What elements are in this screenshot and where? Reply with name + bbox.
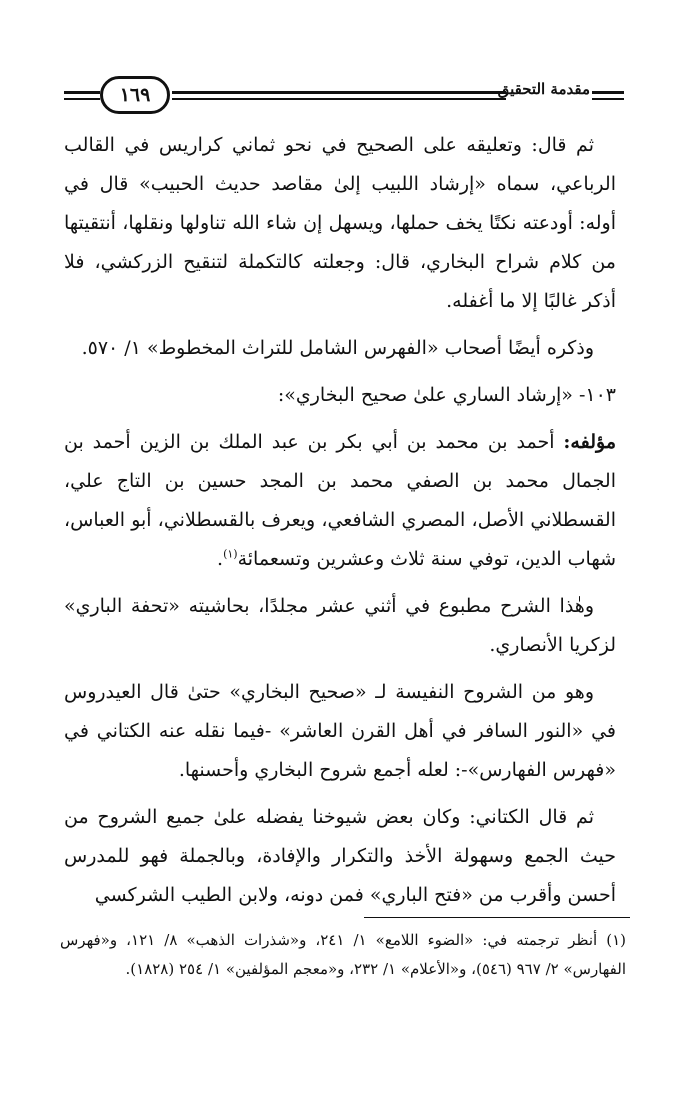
paragraph: وهٰذا الشرح مطبوع في أثني عشر مجلدًا، بحاشيته «تحفة الباري» لزكريا الأنصاري. (64, 595, 616, 656)
paragraph: وهو من الشروح النفيسة لـ «صحيح البخاري» حتىٰ قال العيدروس في «النور السافر في أهل القرن العاشر» -فيما نقله عنه الكتاني في «فهرس الفهارس»-: لعله أجمع شروح البخاري وأحسنها. (64, 681, 616, 781)
entry-heading: ١٠٣- «إرشاد الساري علىٰ صحيح البخاري»: (277, 384, 616, 406)
header-rule (64, 91, 100, 94)
author-label: مؤلفه: (563, 431, 616, 453)
header-rule (172, 98, 506, 100)
sentence-end: . (217, 548, 224, 570)
page-header (64, 76, 624, 120)
header-rule (64, 98, 100, 100)
paragraph: وذكره أيضًا أصحاب «الفهرس الشامل للتراث المخطوط» ١/ ٥٧٠. (81, 337, 594, 359)
paragraph (64, 423, 616, 579)
page-number: ١٦٩ (100, 76, 170, 114)
header-rule (592, 98, 624, 100)
footnote-divider (364, 917, 630, 918)
main-text (64, 126, 616, 923)
footnotes (60, 926, 626, 984)
author-text: أحمد بن محمد بن أبي بكر بن عبد الملك بن الزين أحمد بن الجمال محمد بن الصفي محمد بن المجد حسين بن التاج علي، القسطلاني الأصل، المصري الشافعي، ويعرف بالقسطلاني، أبو العباس، شهاب الدين، توفي سنة ثلاث وعشرين وتسعمائة (64, 431, 616, 570)
paragraph: ثم قال: وتعليقه على الصحيح في نحو ثماني كراريس في القالب الرباعي، سماه «إرشاد اللبيب إلىٰ مقاصد حديث الحبيب» قال في أوله: أودعته نكتًا يخف حملها، ويسهل إن شاء الله تناولها ونقلها، أنتقيتها من كلام شراح البخاري، قال: وجعلته كالتكملة لتنقيح الزركشي، فلا أذكر غالبًا إلا ما أغفله. (64, 134, 616, 312)
header-rule (592, 91, 624, 94)
footnote: (١) أنظر ترجمته في: «الضوء اللامع» ١/ ٢٤١، و«شذرات الذهب» ٨/ ١٢١، و«فهرس الفهارس» ٢/ ٩٦٧ (٥٤٦)، و«الأعلام» ١/ ٢٣٢، و«معجم المؤلفين» ١/ ٢٥٤ (١٨٢٨). (60, 931, 627, 978)
header-rule (172, 91, 506, 94)
section-title: مقدمة التحقيق (497, 80, 590, 98)
paragraph: ثم قال الكتاني: وكان بعض شيوخنا يفضله علىٰ جميع الشروح من حيث الجمع وسهولة الأخذ والتكرار والإفادة، وبالجملة فهو للمدرس أحسن وأقرب من «فتح الباري» فمن دونه، ولابن الطيب الشركسي (64, 806, 616, 906)
footnote-marker[interactable]: (١) (223, 547, 238, 561)
